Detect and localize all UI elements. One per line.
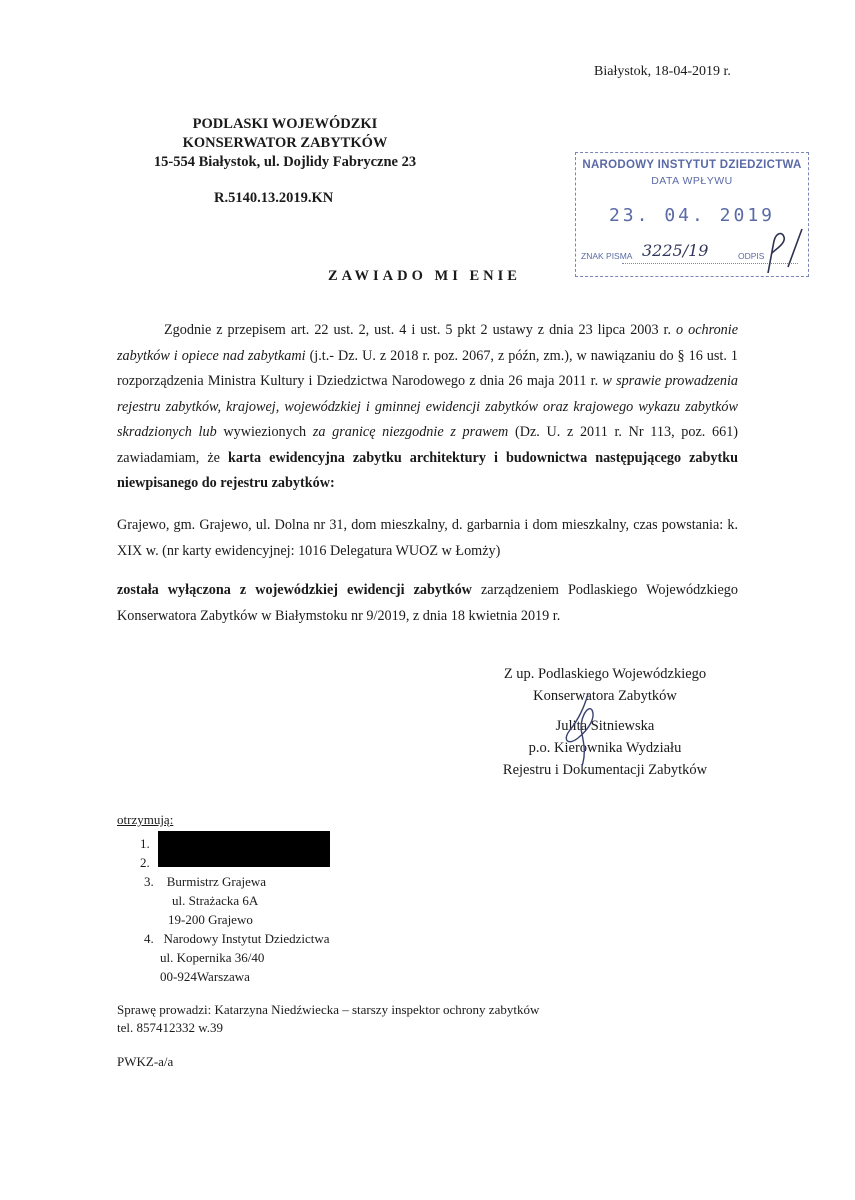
recipient-3-city: 19-200 Grajewo [168, 912, 253, 927]
stamp-institution: NARODOWY INSTYTUT DZIEDZICTWA [582, 159, 802, 171]
stamp-copy-label: ODPIS [738, 251, 765, 261]
recipient-4-street: ul. Kopernika 36/40 [160, 950, 265, 965]
paragraph-main [117, 318, 738, 497]
recipient-1 [140, 834, 150, 853]
recipient-2 [140, 853, 150, 872]
reference-number: R.5140.13.2019.KN [214, 190, 334, 206]
recipients-label: otrzymują: [117, 812, 174, 827]
header-line-2: KONSERWATOR ZABYTKÓW [182, 135, 388, 151]
stamp-date: 23. 04. 2019 [608, 205, 776, 226]
case-handler: Sprawę prowadzi: Katarzyna Niedźwiecka – starszy inspektor ochrony zabytków [117, 1002, 540, 1017]
signature-name: Julita Sitniewska [555, 718, 655, 734]
sender-header [140, 115, 430, 172]
signature-line-1: Z up. Podlaskiego Wojewódzkiego [503, 666, 707, 682]
recipient-4-city: 00-924Warszawa [160, 969, 250, 984]
recipient-4 [144, 929, 330, 986]
stamp-sign-number: 3225/19 [642, 241, 709, 260]
recipient-3-street: ul. Strażacka 6A [172, 893, 259, 908]
document-date: Białystok, 18-04-2019 r. [594, 64, 731, 79]
recipient-3-number: 3. [144, 874, 154, 889]
signature-role: p.o. Kierownika Wydziału [528, 740, 682, 756]
p1-s6: za granicę niezgodnie z prawem [312, 424, 509, 440]
recipient-3-name: Burmistrz Grajewa [166, 874, 267, 889]
p1-s8: karta ewidencyjna zabytku architektury i budownictwa następującego zabytku niewpisanego do rejestru zabytków: [117, 449, 739, 491]
p1-s3: (j.t.- Dz. U. z 2018 r. poz. 2067, z późn, zm.), w nawiązaniu do § 16 ust. 1 rozporządzenia Ministra Kultury i Dziedzictwa Narodowego z dnia 26 maja 2011 r. [117, 347, 738, 389]
stamp-initials-icon [762, 223, 806, 279]
handwritten-signature-icon [548, 690, 618, 770]
p1-s7: (Dz. U. z 2011 r. Nr 113, poz. 661) zawiadamiam, że [117, 424, 739, 466]
recipient-2-number: 2. [140, 855, 150, 870]
p1-s5: wywiezionych [223, 424, 307, 440]
recipient-1-number: 1. [140, 836, 150, 851]
signature-department: Rejestru i Dokumentacji Zabytków [502, 762, 708, 778]
paragraph-monument: Grajewo, gm. Grajewo, ul. Dolna nr 31, dom mieszkalny, d. garbarnia i dom mieszkalny, czas powstania: k. XIX w. (nr karty ewidencyjnej: 1016 Delegatura WUOZ w Łomży) [117, 517, 738, 559]
receipt-stamp [575, 152, 809, 277]
header-address: 15-554 Białystok, ul. Dojlidy Fabryczne 23 [153, 154, 417, 170]
paragraph-decision [117, 578, 738, 629]
signature-line-2: Konserwatora Zabytków [533, 688, 677, 704]
recipient-4-name: Narodowy Instytut Dziedzictwa [163, 931, 330, 946]
document-code: PWKZ-a/a [117, 1054, 174, 1069]
document-title: ZAWIADO MI ENIE [328, 268, 521, 284]
header-line-1: PODLASKI WOJEWÓDZKI [192, 116, 378, 132]
recipient-3 [144, 872, 266, 929]
phone: tel. 857412332 w.39 [117, 1020, 224, 1035]
recipient-4-number: 4. [144, 931, 154, 946]
redaction-block [158, 831, 330, 867]
stamp-sign-label: ZNAK PISMA [581, 251, 633, 261]
p1-act-title: o ochronie zabytków i opiece nad zabytkami [117, 322, 739, 364]
p1-regulation-title: w sprawie prowadzenia rejestru zabytków, krajowej, wojewódzkiej i gminnej ewidencji zabytków oraz krajowego wykazu zabytków skradzionych lub [117, 373, 738, 440]
p3-bold: została wyłączona z wojewódzkiej ewidencji zabytków [117, 582, 472, 598]
stamp-subtitle: DATA WPŁYWU [651, 175, 733, 187]
p3-rest: zarządzeniem Podlaskiego Wojewódzkiego Konserwatora Zabytków w Białymstoku nr 9/2019, z dnia 18 kwietnia 2019 r. [117, 582, 738, 624]
p1-s1: Zgodnie z przepisem art. 22 ust. 2, ust. 4 i ust. 5 pkt 2 ustawy z dnia 23 lipca 2003 r. [164, 322, 672, 338]
